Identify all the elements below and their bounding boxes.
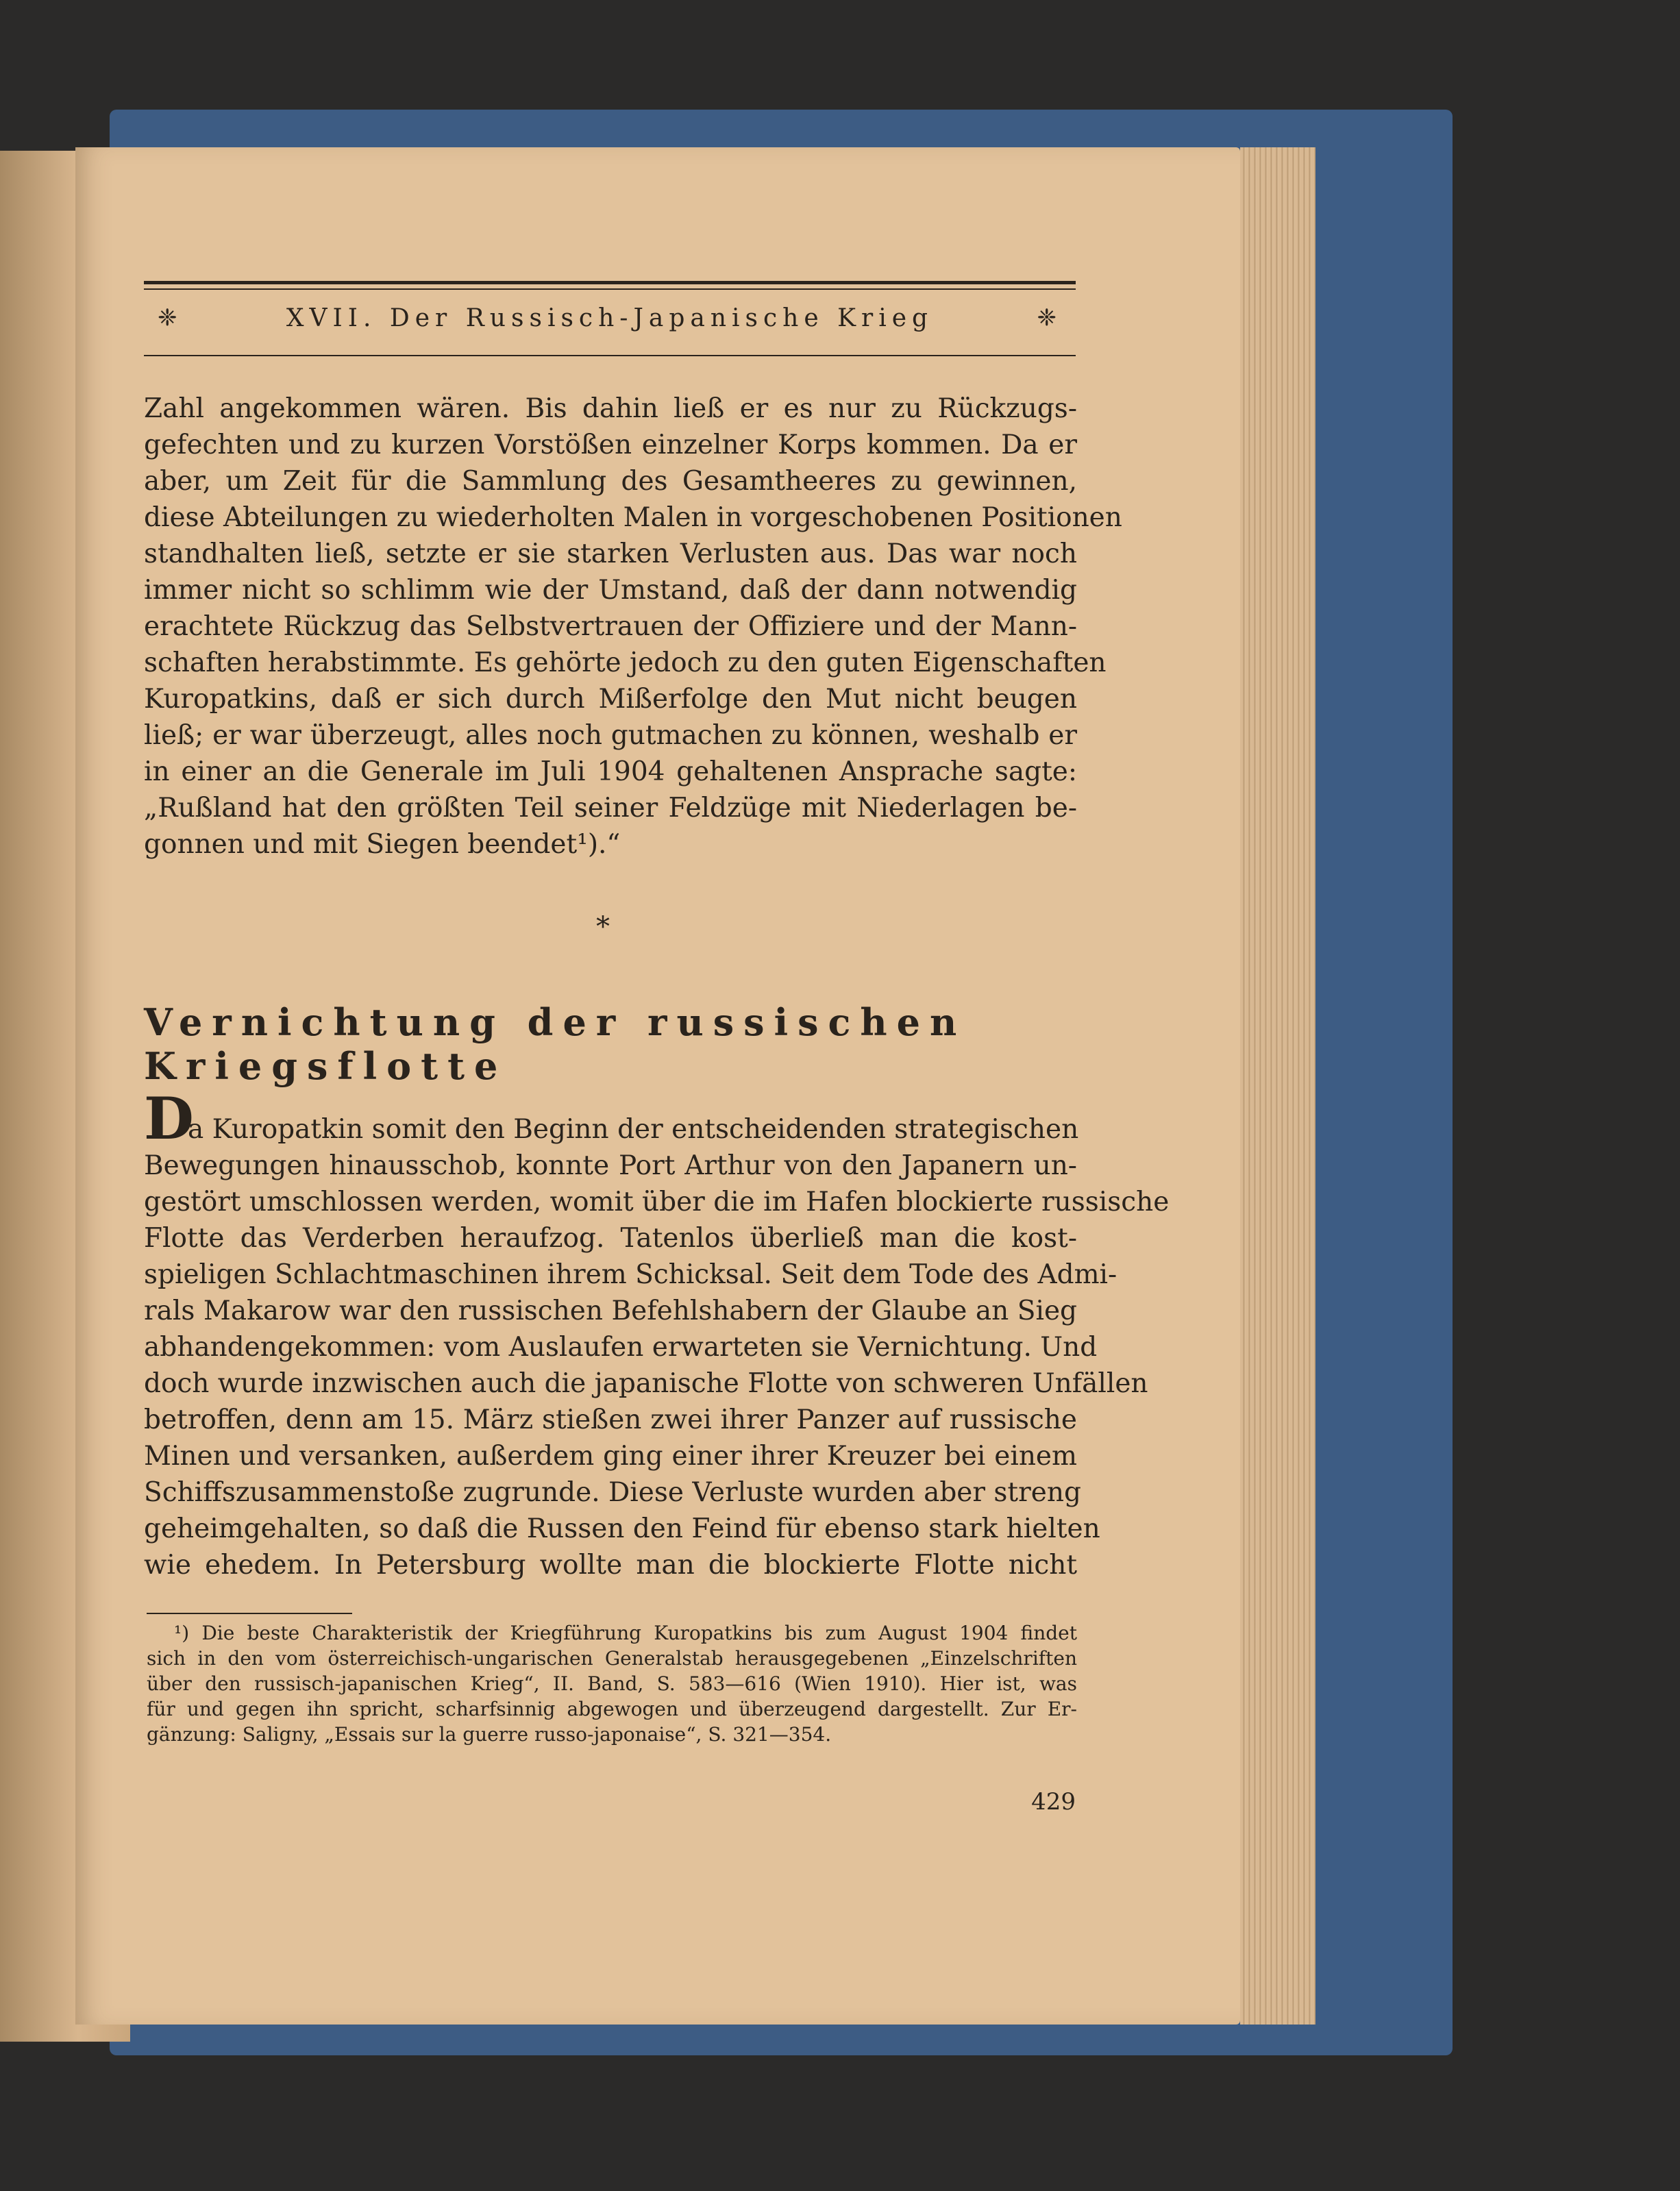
page-number: 429 [1031,1788,1076,1816]
text-line: schaften herabstimmte. Es gehörte jedoch zu den guten Eigenschaften [144,647,1107,678]
text-line: immer nicht so schlimm wie der Umstand, daß der dann notwendig [144,575,1077,606]
section-separator: * [596,911,610,943]
text-line: Schiffszusammenstoße zugrunde. Diese Verluste wurden aber streng [144,1477,1081,1508]
text-line: a Kuropatkin somit den Beginn der entscheidenden strategischen [188,1114,1079,1145]
running-header [144,301,1076,343]
text-line: Flotte das Verderben heraufzog. Tatenlos überließ man die kost- [144,1223,1077,1254]
header-rule [144,288,1076,290]
text-line: abhandengekommen: vom Auslaufen erwarteten sie Vernichtung. Und [144,1332,1098,1363]
text-line: aber, um Zeit für die Sammlung des Gesamtheeres zu gewinnen, [144,466,1077,497]
footnote [147,1620,1077,1747]
text-line: spieligen Schlachtmaschinen ihrem Schicksal. Seit dem Tode des Admi- [144,1259,1117,1290]
text-line: gonnen und mit Siegen beendet¹).“ [144,829,621,860]
page-edges [1240,147,1315,2025]
footnote-rule [147,1613,352,1614]
footnote-line: sich in den vom österreichisch-ungarischen Generalstab herausgegebenen „Einzelschriften [147,1647,1077,1670]
text-line: wie ehedem. In Petersburg wollte man die blockierte Flotte nicht [144,1550,1077,1581]
text-line: betroffen, denn am 15. März stießen zwei ihrer Panzer auf russische [144,1404,1077,1435]
drop-cap: D [144,1085,194,1152]
footnote-line: ¹) Die beste Charakteristik der Kriegführung Kuropatkins bis zum August 1904 findet [174,1622,1077,1644]
text-line: Zahl angekommen wären. Bis dahin ließ er es nur zu Rückzugs- [144,393,1077,424]
text-line: gestört umschlossen werden, womit über die im Hafen blockierte russische [144,1187,1170,1217]
footnote-line: gänzung: Saligny, „Essais sur la guerre russo-japonaise“, S. 321—354. [147,1723,832,1746]
footnote-line: über den russisch-japanischen Krieg“, II. Band, S. 583—616 (Wien 1910). Hier ist, was [147,1672,1077,1695]
header-rule [144,355,1076,356]
header-rule [144,281,1076,284]
footnote-line: für und gegen ihn spricht, scharfsinnig abgewogen und überzeugend dargestellt. Zur Er- [147,1698,1077,1720]
text-line: ließ; er war überzeugt, alles noch gutmachen zu können, weshalb er [144,720,1077,751]
text-line: geheimgehalten, so daß die Russen den Feind für ebenso stark hielten [144,1513,1100,1544]
ornament-icon: ❈ [158,304,183,332]
running-header-title: XVII. Der Russisch-Japanische Krieg [286,304,934,332]
paragraph-1 [144,391,1122,863]
text-line: diese Abteilungen zu wiederholten Malen in vorgeschobenen Positionen [144,502,1122,533]
ornament-icon: ❈ [1037,304,1062,332]
paragraph-2 [144,1111,1170,1583]
text-line: erachtete Rückzug das Selbstvertrauen der Offiziere und der Mann- [144,611,1077,642]
text-line: „Rußland hat den größten Teil seiner Feldzüge mit Niederlagen be- [144,793,1077,824]
text-line: gefechten und zu kurzen Vorstößen einzelner Korps kommen. Da er [144,430,1077,460]
text-line: Bewegungen hinausschob, konnte Port Arthur von den Japanern un- [144,1150,1077,1181]
text-line: doch wurde inzwischen auch die japanische Flotte von schweren Unfällen [144,1368,1148,1399]
text-line: in einer an die Generale im Juli 1904 gehaltenen Ansprache sagte: [144,756,1077,787]
text-line: standhalten ließ, setzte er sie starken Verlusten aus. Das war noch [144,539,1077,569]
text-line: rals Makarow war den russischen Befehlshabern der Glaube an Sieg [144,1296,1077,1326]
text-line: Minen und versanken, außerdem ging einer ihrer Kreuzer bei einem [144,1441,1077,1472]
section-heading: Vernichtung der russischen Kriegsflotte [144,1000,967,1088]
text-line: Kuropatkins, daß er sich durch Mißerfolge den Mut nicht beugen [144,684,1077,715]
